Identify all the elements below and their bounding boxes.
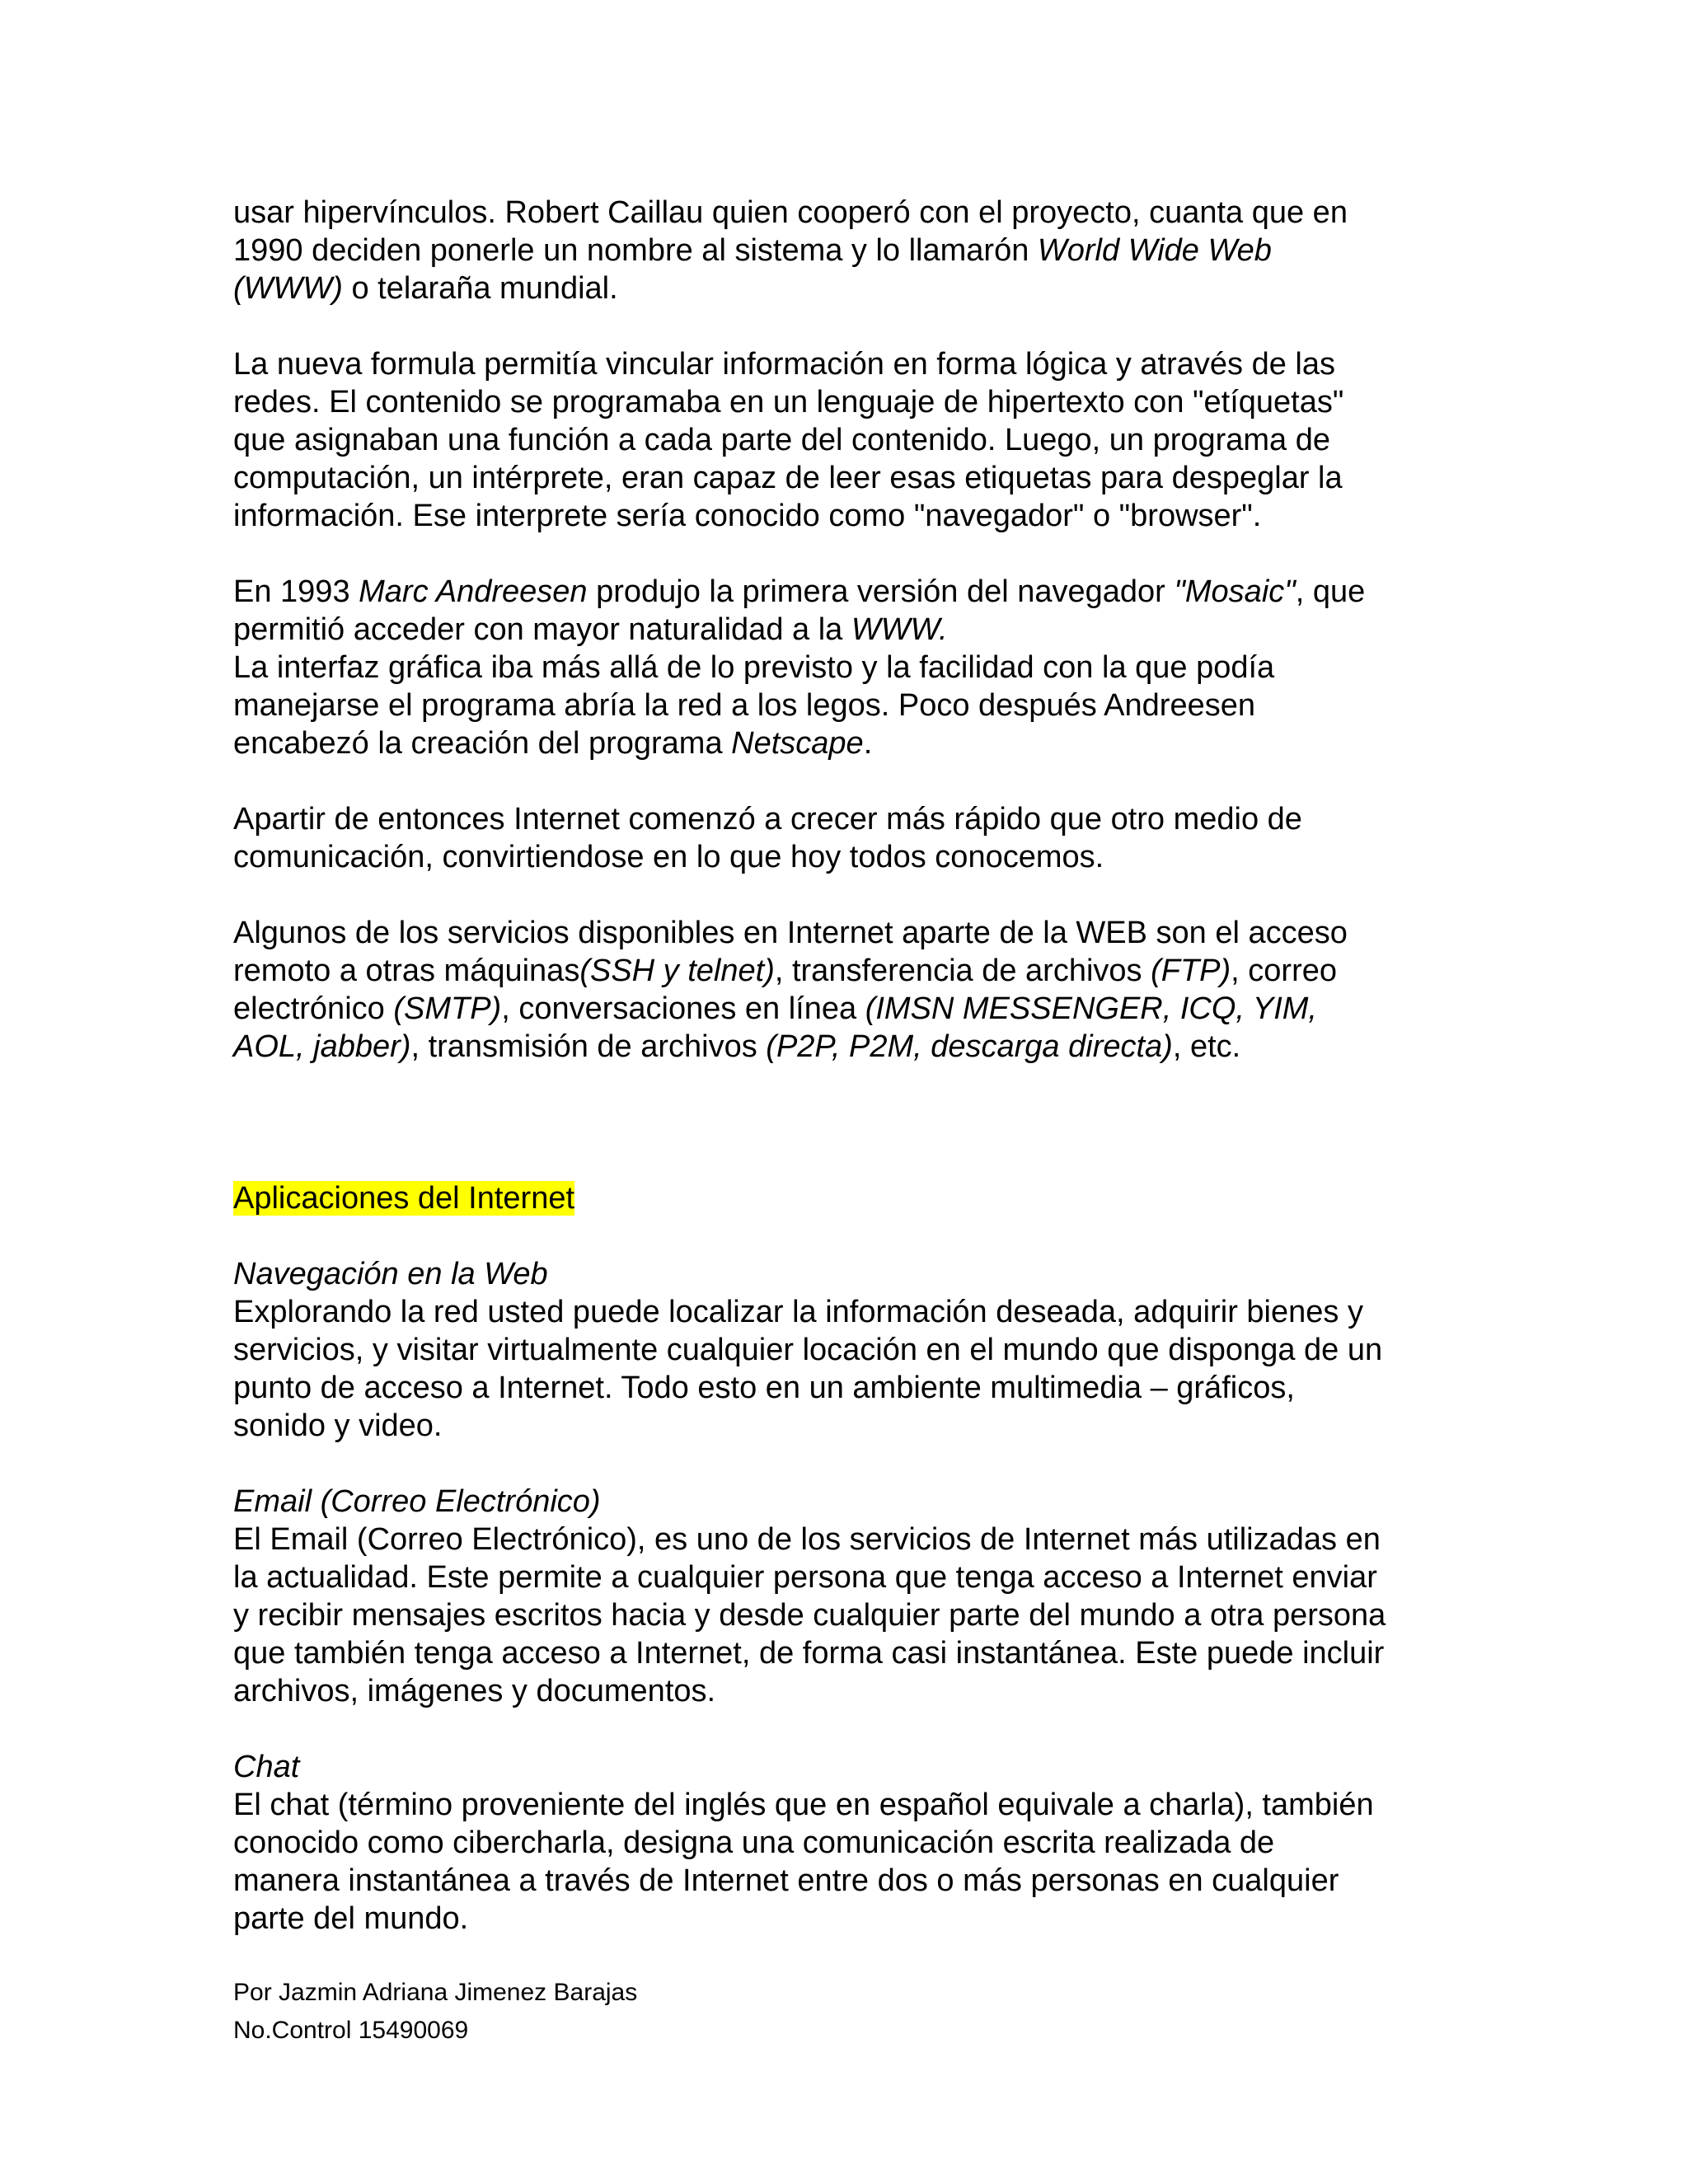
paragraph-text: , que permitió acceder con mayor naturalidad a la bbox=[233, 574, 1366, 647]
emphasis-text: WWW. bbox=[851, 612, 948, 647]
paragraph-mosaic bbox=[233, 573, 1453, 762]
subheading-navegacion: Navegación en la Web bbox=[233, 1257, 548, 1291]
emphasis-text: Netscape bbox=[731, 726, 864, 761]
paragraph-navegacion: Explorando la red usted puede localizar la información deseada, adquirir bienes y servicios, y visitar virtualmente cualquier locación en el mundo que disponga de un punto de acceso a Internet. Todo esto en un ambiente multimedia – gráficos, sonido y video. bbox=[233, 1295, 1383, 1443]
emphasis-text: (SSH y telnet) bbox=[579, 954, 775, 988]
emphasis-text: Marc Andreesen bbox=[359, 574, 588, 609]
paragraph-chat: El chat (término proveniente del inglés que en español equivale a charla), también conocido como cibercharla, designa una comunicación escrita realizada de manera instantánea a través de Internet entre dos o más personas en cualquier parte del mundo. bbox=[233, 1788, 1374, 1936]
paragraph-text: Algunos de los servicios disponibles en Internet aparte de la WEB son el acceso remoto a otras máquinas bbox=[233, 916, 1348, 988]
paragraph-spacer bbox=[233, 535, 1453, 573]
footer-control-number: No.Control 15490069 bbox=[233, 2017, 469, 2044]
subheading-email: Email (Correo Electrónico) bbox=[233, 1484, 601, 1519]
page-footer bbox=[233, 1974, 637, 2050]
paragraph-spacer bbox=[233, 1710, 1453, 1748]
paragraph-text: , correo electrónico bbox=[233, 954, 1337, 1026]
paragraph-text: . bbox=[863, 726, 873, 761]
subheading-chat: Chat bbox=[233, 1750, 300, 1784]
paragraph-spacer bbox=[233, 307, 1453, 345]
paragraph-spacer bbox=[233, 1445, 1453, 1483]
paragraph-spacer bbox=[233, 1217, 1453, 1255]
paragraph-text: produjo la primera versión del navegador bbox=[587, 574, 1175, 609]
footer-author: Por Jazmin Adriana Jimenez Barajas bbox=[233, 1979, 638, 2006]
paragraph-services bbox=[233, 914, 1453, 1066]
paragraph-growth: Apartir de entonces Internet comenzó a crecer más rápido que otro medio de comunicación, convirtiendose en lo que hoy todos conocemos. bbox=[233, 802, 1302, 874]
paragraph-text: usar hipervínculos. Robert Caillau quien cooperó con el proyecto, cuanta que en 1990 deciden ponerle un nombre al sistema y lo llamarón bbox=[233, 195, 1348, 268]
paragraph-formula: La nueva formula permitía vincular información en forma lógica y através de las redes. El contenido se programaba en un lenguaje de hipertexto con "etíquetas" que asignaban una función a cada parte del contenido. Luego, un programa de computación, un intérprete, eran capaz de leer esas etiquetas para despeglar la información. Ese interprete sería conocido como "navegador" o "browser". bbox=[233, 347, 1344, 533]
emphasis-text: (IMSN MESSENGER, ICQ, YIM, AOL, jabber) bbox=[233, 991, 1317, 1064]
paragraph-text: , transferencia de archivos bbox=[774, 954, 1151, 988]
emphasis-text: (P2P, P2M, descarga directa) bbox=[766, 1029, 1173, 1064]
paragraph-text: , transmisión de archivos bbox=[410, 1029, 767, 1064]
emphasis-text: World Wide Web (WWW) bbox=[233, 233, 1272, 306]
paragraph-email: El Email (Correo Electrónico), es uno de los servicios de Internet más utilizadas en la actualidad. Este permite a cualquier persona que tenga acceso a Internet enviar y recibir mensajes escritos hacia y desde cualquier parte del mundo a otra persona que también tenga acceso a Internet, de forma casi instantánea. Este puede incluir archivos, imágenes y documentos. bbox=[233, 1522, 1386, 1708]
paragraph-text: , etc. bbox=[1172, 1029, 1241, 1064]
document-body bbox=[233, 194, 1453, 1938]
highlighted-heading: Aplicaciones del Internet bbox=[233, 1181, 575, 1216]
paragraph-www bbox=[233, 194, 1453, 307]
paragraph-spacer bbox=[233, 876, 1453, 914]
section-spacer bbox=[233, 1066, 1453, 1179]
section-heading bbox=[233, 1179, 1453, 1217]
paragraph-spacer bbox=[233, 762, 1453, 800]
paragraph-text: La interfaz gráfica iba más allá de lo previsto y la facilidad con la que podía manejarse el programa abría la red a los legos. Poco después Andreesen encabezó la creación del programa bbox=[233, 650, 1275, 761]
paragraph-text: En 1993 bbox=[233, 574, 359, 609]
paragraph-text: , conversaciones en línea bbox=[501, 991, 865, 1026]
emphasis-text: "Mosaic" bbox=[1174, 574, 1296, 609]
emphasis-text: (FTP) bbox=[1151, 954, 1231, 988]
emphasis-text: (SMTP) bbox=[393, 991, 502, 1026]
paragraph-text: o telaraña mundial. bbox=[342, 271, 618, 306]
